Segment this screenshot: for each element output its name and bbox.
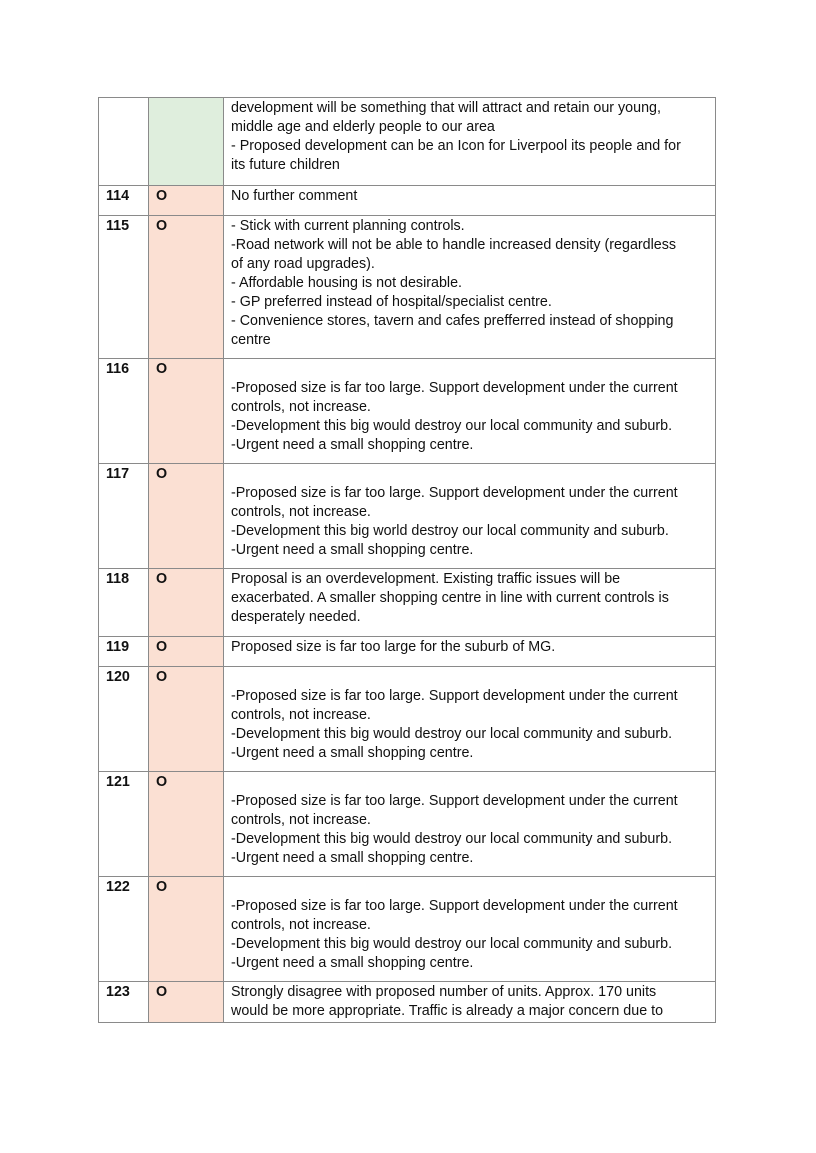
submission-comment: -Proposed size is far too large. Support development under the current controls, not increase. -Development this big would destroy our local community and suburb. -Urgent need a small shopping centre. bbox=[224, 359, 716, 464]
submission-number: 122 bbox=[99, 877, 149, 982]
table-row bbox=[99, 877, 716, 982]
submission-comment: development will be something that will attract and retain our young, middle age and elderly people to our area - Proposed development can be an Icon for Liverpool its people and for its future children bbox=[224, 98, 716, 186]
table-row bbox=[99, 98, 716, 186]
submission-number: 119 bbox=[99, 637, 149, 667]
submission-comment: Proposal is an overdevelopment. Existing traffic issues will be exacerbated. A smaller shopping centre in line with current controls is desperately needed. bbox=[224, 569, 716, 637]
position-indicator: O bbox=[149, 637, 224, 667]
table-row bbox=[99, 216, 716, 359]
table-row bbox=[99, 667, 716, 772]
submission-number: 116 bbox=[99, 359, 149, 464]
position-indicator: O bbox=[149, 186, 224, 216]
position-indicator: O bbox=[149, 464, 224, 569]
position-indicator: O bbox=[149, 359, 224, 464]
position-indicator: O bbox=[149, 569, 224, 637]
table-row bbox=[99, 464, 716, 569]
position-indicator: O bbox=[149, 667, 224, 772]
submission-number: 118 bbox=[99, 569, 149, 637]
submission-number: 117 bbox=[99, 464, 149, 569]
submission-number: 123 bbox=[99, 982, 149, 1023]
submissions-table bbox=[98, 97, 716, 1023]
submission-number: 114 bbox=[99, 186, 149, 216]
submission-number: 120 bbox=[99, 667, 149, 772]
submission-comment: Proposed size is far too large for the suburb of MG. bbox=[224, 637, 716, 667]
submission-comment: -Proposed size is far too large. Support development under the current controls, not increase. -Development this big world destroy our local community and suburb. -Urgent need a small shopping centre. bbox=[224, 464, 716, 569]
position-indicator bbox=[149, 98, 224, 186]
submission-number bbox=[99, 98, 149, 186]
table-row bbox=[99, 569, 716, 637]
submissions-table-body bbox=[99, 98, 716, 1023]
table-row bbox=[99, 637, 716, 667]
position-indicator: O bbox=[149, 982, 224, 1023]
table-row bbox=[99, 982, 716, 1023]
table-row bbox=[99, 359, 716, 464]
table-row bbox=[99, 186, 716, 216]
submission-number: 121 bbox=[99, 772, 149, 877]
submission-comment: -Proposed size is far too large. Support development under the current controls, not increase. -Development this big would destroy our local community and suburb. -Urgent need a small shopping centre. bbox=[224, 877, 716, 982]
submission-comment: No further comment bbox=[224, 186, 716, 216]
position-indicator: O bbox=[149, 877, 224, 982]
table-row bbox=[99, 772, 716, 877]
submission-comment: -Proposed size is far too large. Support development under the current controls, not increase. -Development this big would destroy our local community and suburb. -Urgent need a small shopping centre. bbox=[224, 772, 716, 877]
submission-comment: - Stick with current planning controls. -Road network will not be able to handle increased density (regardless of any road upgrades). - Affordable housing is not desirable. - GP preferred instead of hospital/specialist centre. - Convenience stores, tavern and cafes prefferred instead of shopping centre bbox=[224, 216, 716, 359]
position-indicator: O bbox=[149, 216, 224, 359]
submission-number: 115 bbox=[99, 216, 149, 359]
submission-comment: Strongly disagree with proposed number of units. Approx. 170 units would be more appropriate. Traffic is already a major concern due to bbox=[224, 982, 716, 1023]
position-indicator: O bbox=[149, 772, 224, 877]
submission-comment: -Proposed size is far too large. Support development under the current controls, not increase. -Development this big would destroy our local community and suburb. -Urgent need a small shopping centre. bbox=[224, 667, 716, 772]
